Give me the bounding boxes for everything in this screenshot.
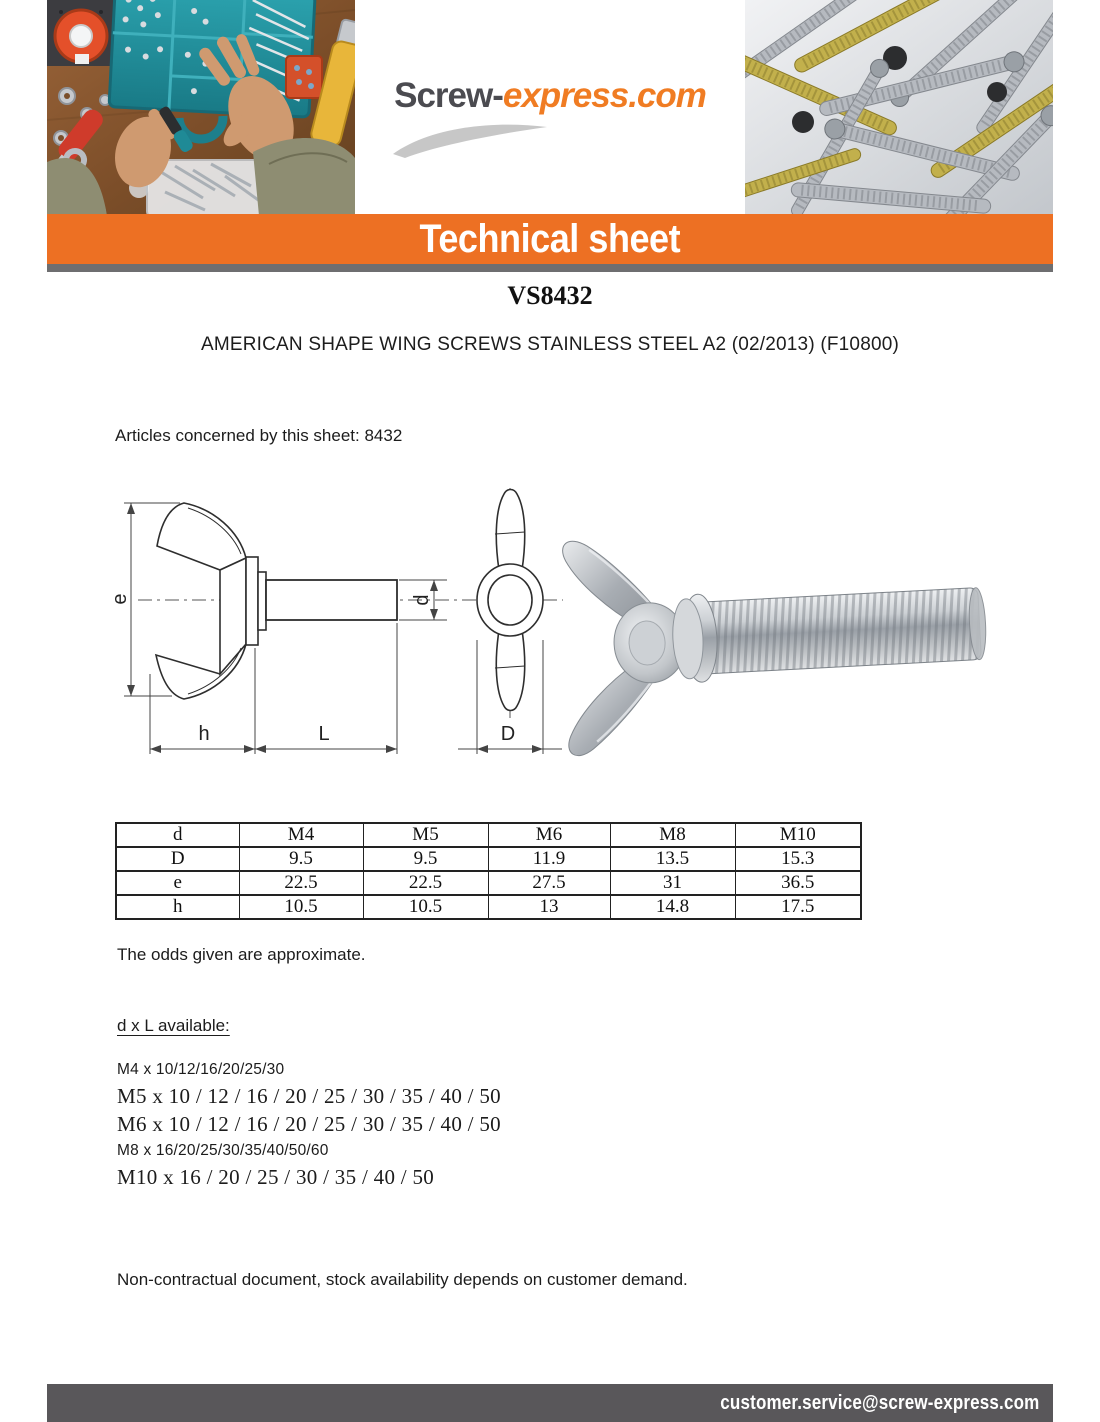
table-row (116, 895, 861, 919)
footer-bar (47, 1384, 1053, 1422)
dim-label-e: e (109, 593, 131, 605)
cell: 17.5 (735, 895, 861, 919)
size-line-m6: M6 x 10 / 12 / 16 / 20 / 25 / 30 / 35 / 40 / 50 (117, 1112, 501, 1136)
screws-pile-art (745, 0, 1053, 214)
dxl-available-heading: d x L available: (117, 1016, 230, 1035)
dim-label-d: d (411, 594, 433, 606)
cell: 10.5 (239, 895, 363, 919)
cell: 9.5 (363, 847, 488, 871)
cell: 22.5 (239, 871, 363, 895)
size-line-m8: M8 x 16/20/25/30/35/40/50/60 (117, 1142, 329, 1159)
banner-divider (47, 264, 1053, 272)
cell: M4 (239, 823, 363, 847)
logo-text-screw: Screw- (394, 76, 503, 115)
cell: 15.3 (735, 847, 861, 871)
table-row (116, 823, 861, 847)
workbench-photo-art (47, 0, 355, 214)
row-header: d (116, 823, 239, 847)
dim-label-D: D (500, 723, 516, 745)
cell: 27.5 (488, 871, 610, 895)
collar (258, 572, 266, 630)
size-line-m4: M4 x 10/12/16/20/25/30 (117, 1061, 285, 1078)
dim-label-L: L (318, 723, 330, 745)
cell: 9.5 (239, 847, 363, 871)
banner-title: Technical sheet (419, 217, 681, 261)
cell: M10 (735, 823, 861, 847)
side-view (156, 503, 397, 699)
disclaimer: Non-contractual document, stock availability depends on customer demand. (117, 1270, 688, 1289)
table-row (116, 847, 861, 871)
logo (355, 76, 745, 116)
cell: M5 (363, 823, 488, 847)
cell: 36.5 (735, 871, 861, 895)
dim-label-h: h (198, 723, 210, 745)
logo-swoosh (385, 118, 560, 160)
cell: 13.5 (610, 847, 735, 871)
cell: M6 (488, 823, 610, 847)
articles-line: Articles concerned by this sheet: 8432 (115, 426, 403, 445)
cell: 13 (488, 895, 610, 919)
washer (246, 557, 258, 645)
contact-email: customer.service@screw-express.com (719, 1392, 1039, 1414)
logo-text-express: express.com (502, 76, 706, 115)
row-header: h (116, 895, 239, 919)
technical-drawing-svg (100, 478, 1000, 778)
shank (266, 580, 397, 620)
cell: 11.9 (488, 847, 610, 871)
approximation-note: The odds given are approximate. (117, 945, 366, 964)
row-header: e (116, 871, 239, 895)
technical-drawing (100, 478, 1000, 783)
cell: M8 (610, 823, 735, 847)
cell: 22.5 (363, 871, 488, 895)
size-list (117, 1056, 501, 1193)
table-row (116, 871, 861, 895)
front-view (477, 490, 543, 711)
cell: 10.5 (363, 895, 488, 919)
size-line-m10: M10 x 16 / 20 / 25 / 30 / 35 / 40 / 50 (117, 1165, 435, 1189)
cell: 14.8 (610, 895, 735, 919)
document-code: VS8432 (507, 281, 593, 310)
document-title: AMERICAN SHAPE WING SCREWS STAINLESS STEEL A2 (02/2013) (F10800) (200, 334, 900, 355)
wing-screw-photo (558, 520, 991, 756)
row-header: D (116, 847, 239, 871)
size-line-m5: M5 x 10 / 12 / 16 / 20 / 25 / 30 / 35 / 40 / 50 (117, 1084, 501, 1108)
workbench-photo (47, 0, 355, 214)
dimensions-table (115, 822, 862, 920)
technical-sheet-banner (47, 214, 1053, 264)
cell: 31 (610, 871, 735, 895)
logo-area (355, 0, 745, 214)
screws-pile-photo (745, 0, 1053, 214)
